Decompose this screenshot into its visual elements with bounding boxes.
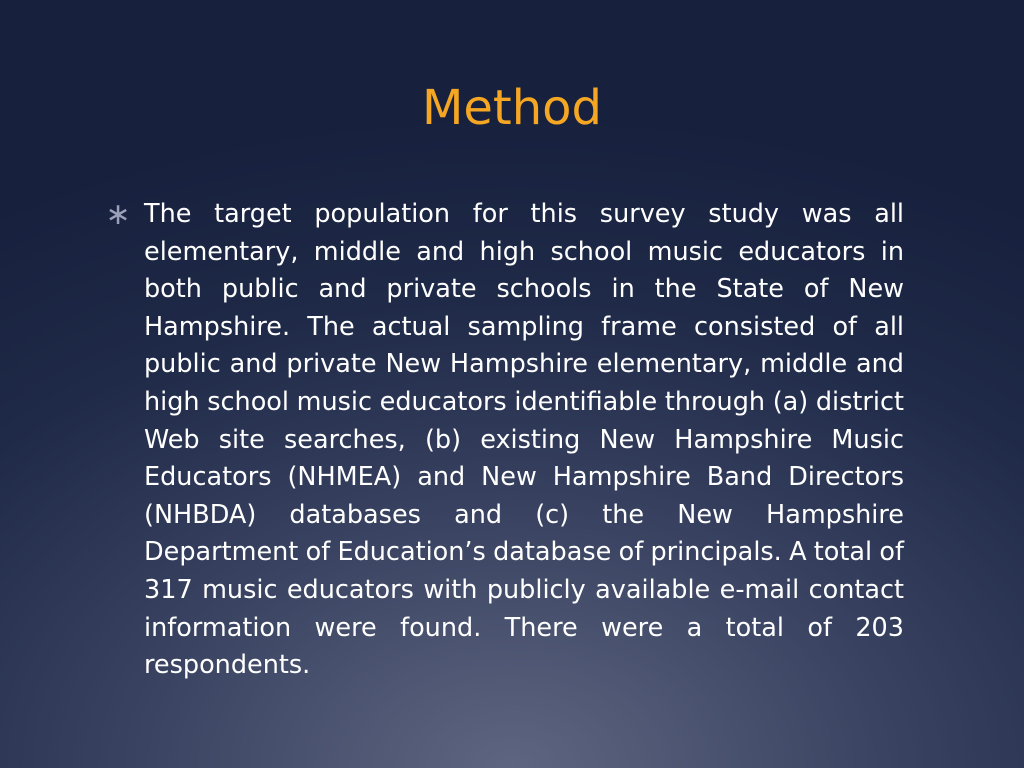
asterisk-bullet-icon: ∗ bbox=[105, 197, 131, 232]
bullet-text: The target population for this survey study was all elementary, middle and high school music educators in both public and private schools in the State of New Hampshire. The actual sampling frame consisted of all public and private New Hampshire elementary, middle and high school music educators identifiable through (a) district Web site searches, (b) existing New Hampshire Music Educators (NHMEA) and New Hampshire Band Directors (NHBDA) databases and (c) the New Hampshire Department of Education’s database of principals. A total of 317 music educators with publicly available e-mail contact information were found. There were a total of 203 respondents. bbox=[144, 199, 904, 681]
bullet-item bbox=[104, 196, 904, 685]
bullet-list bbox=[104, 196, 904, 685]
slide-title: Method bbox=[421, 80, 603, 136]
